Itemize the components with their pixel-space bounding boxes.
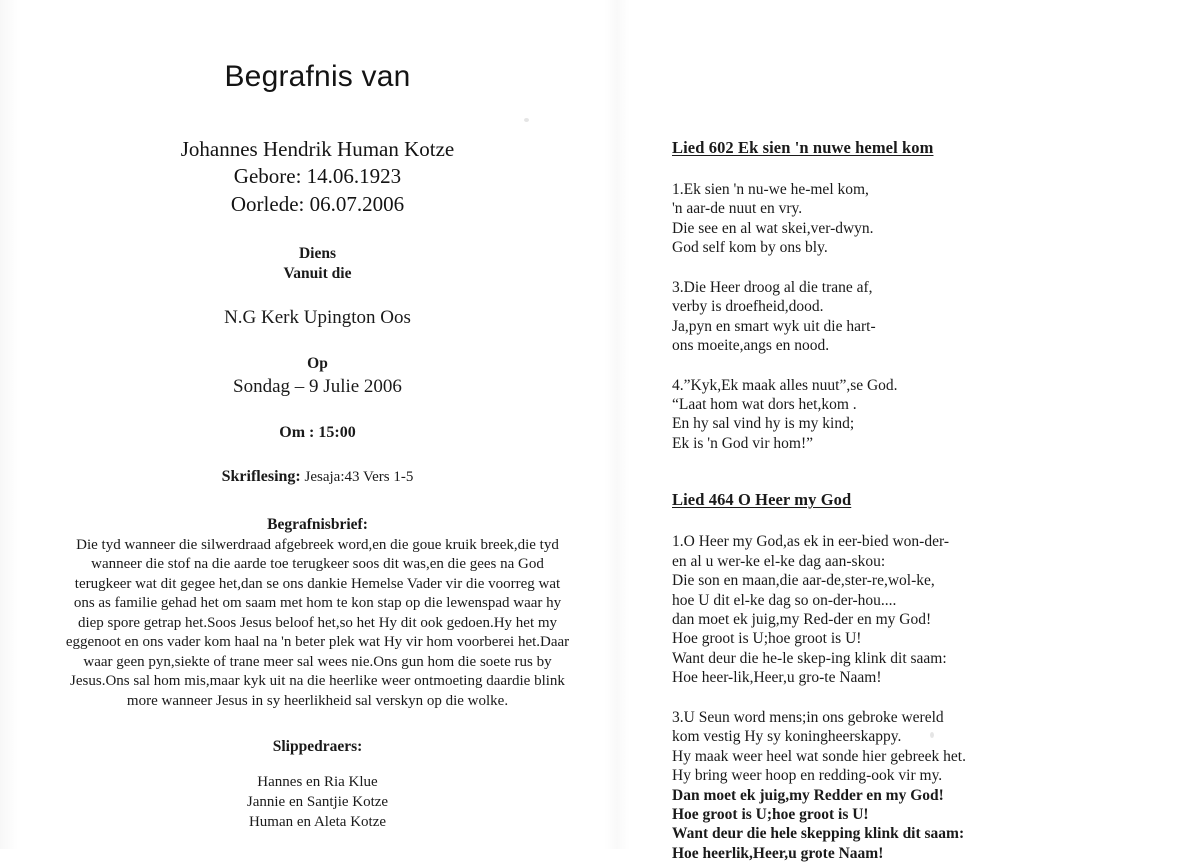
hymn-verse-line: 'n aar-de nuut en vry.	[672, 200, 803, 218]
hymn-verse-line: Die see en al wat skei,ver-dwyn.	[672, 219, 874, 237]
pallbearer-name: Human en Aleta Kotze	[248, 814, 387, 831]
hymn-verse	[672, 376, 1172, 454]
service-heading	[30, 244, 605, 285]
hymn-verse-line: Hoe groot is U;hoe groot is U!	[672, 805, 869, 823]
service-label: Diens	[298, 244, 337, 262]
right-column	[672, 0, 1172, 862]
hymn-verse-line: Hoe heer-lik,Heer,u gro-te Naam!	[672, 669, 882, 687]
hymn-verse-line: en al u wer-ke el-ke dag aan-skou:	[672, 552, 886, 570]
service-time: Om : 15:00	[279, 423, 356, 441]
hymn-verse-line: ons moeite,angs en nood.	[672, 337, 830, 355]
funeral-letter-line: Die tyd wanneer die silwerdraad afgebreek word,en die goue kruik breek,die tyd	[76, 536, 559, 553]
deceased-birth-date: Gebore: 14.06.1923	[233, 164, 402, 189]
hymn-verse-line: 1.O Heer my God,as ek in eer-bied won-der-	[672, 533, 949, 551]
hymn-verse-line: 3.U Seun word mens;in ons gebroke wereld	[672, 708, 944, 726]
funeral-letter-line: eggenoot en ons vader kom haal na 'n beter plek wat Hy vir hom voorberei het.Daar	[65, 634, 570, 651]
church-name: N.G Kerk Upington Oos	[224, 306, 411, 328]
scripture-reference: Jesaja:43 Vers 1-5	[304, 468, 414, 485]
hymn-verse-line: 3.Die Heer droog al die trane af,	[672, 278, 873, 296]
hymn-verse-line: Want deur die he-le skep-ing klink dit saam:	[672, 649, 947, 667]
hymn-title: Lied 464 O Heer my God	[672, 490, 852, 510]
hymn-verse-line: 1.Ek sien 'n nu-we he-mel kom,	[672, 181, 869, 198]
hymn-verse-line: hoe U dit el-ke dag so on-der-hou....	[672, 591, 897, 609]
scripture-label: Skriflesing:	[221, 467, 301, 485]
hymn-verse	[672, 708, 1172, 863]
pallbearer-name: Jannie en Santjie Kotze	[246, 794, 389, 811]
scripture-reading	[30, 468, 605, 486]
hymn-verse	[672, 532, 1172, 688]
op-label: Op	[307, 354, 328, 372]
hymn-verse-line: verby is droefheid,dood.	[672, 298, 824, 316]
hymn-title: Lied 602 Ek sien 'n nuwe hemel kom	[672, 138, 934, 157]
hymn-verse-line: kom vestig Hy sy koningheerskappy.	[672, 728, 902, 746]
deceased-name: Johannes Hendrik Human Kotze	[180, 137, 455, 161]
scan-shading-left	[0, 0, 18, 849]
funeral-letter-line: Jesus.Ons sal hom mis,maar kyk uit na die heerlike weer ontmoeting daardie blink	[70, 673, 565, 690]
hymn-verse-line: Ja,pyn en smart wyk uit die hart-	[672, 317, 876, 335]
funeral-letter-line: wanneer die stof na die aarde toe terugkeer soos dit was,en die gees na God	[91, 556, 544, 573]
hymn-verse-line: En hy sal vind hy is my kind;	[672, 415, 855, 433]
hymn-verse-line: dan moet ek juig,my Red-der en my God!	[672, 611, 932, 628]
hymn-verse-line: 4.”Kyk,Ek maak alles nuut”,se God.	[672, 376, 898, 394]
service-venue-label: Vanuit die	[283, 265, 352, 283]
left-column	[30, 0, 605, 849]
hymn-verse-line: God self kom by ons bly.	[672, 239, 828, 257]
funeral-letter-line: more wanneer Jesus in sy heerlikheid sal verskyn op die wolke.	[126, 692, 509, 709]
deceased-details	[30, 136, 605, 218]
hymn-verse-line: Ek is 'n God vir hom!”	[672, 434, 813, 452]
hymn-verse-line: Hy maak weer heel wat sonde hier gebreek het.	[672, 747, 966, 765]
hymn-verse	[672, 278, 1172, 356]
funeral-letter-body	[30, 536, 605, 712]
funeral-letter-line: ons as familie gehad het om saam met hom te kon stap op die lewenspad waar hy	[73, 595, 562, 612]
funeral-letter-line: waar geen pyn,siekte of trane meer sal wees nie.Ons gun hom die soete rus by	[83, 653, 552, 670]
hymn-verse-line: Hoe groot is U;hoe groot is U!	[672, 630, 862, 648]
hymn-verse-line: Dan moet ek juig,my Redder en my God!	[672, 786, 944, 804]
hymn-verse-line: Want deur die hele skepping klink dit saam:	[672, 825, 965, 843]
hymn-verse-line: Hy bring weer hoop en redding-ook vir my.	[672, 767, 943, 785]
deceased-death-date: Oorlede: 06.07.2006	[230, 191, 405, 216]
hymn-verse-line: Die son en maan,die aar-de,ster-re,wol-ke,	[672, 572, 935, 590]
page-title: Begrafnis van	[224, 60, 411, 93]
hymn-verse-line: Hoe heerlik,Heer,u grote Naam!	[672, 844, 884, 862]
funeral-letter-heading: Begrafnisbrief:	[267, 515, 368, 533]
service-date: Sondag – 9 Julie 2006	[233, 375, 402, 397]
pallbearers-heading: Slippedraers:	[272, 738, 363, 756]
pallbearers-list	[30, 773, 605, 833]
scan-shading-gutter	[604, 0, 630, 849]
funeral-letter-line: terugkeer wat dit gegee het,dan se ons dankie Hemelse Vader vir die voorreg wat	[74, 575, 561, 592]
funeral-letter-line: diep spore getrap het.Soos Jesus beloof het,so het Hy dit ook gedoen.Hy het my	[77, 614, 558, 631]
hymn-verse-line: “Laat hom wat dors het,kom .	[672, 395, 857, 413]
hymn-verse	[672, 180, 1172, 258]
pallbearer-name: Hannes en Ria Klue	[257, 774, 378, 791]
